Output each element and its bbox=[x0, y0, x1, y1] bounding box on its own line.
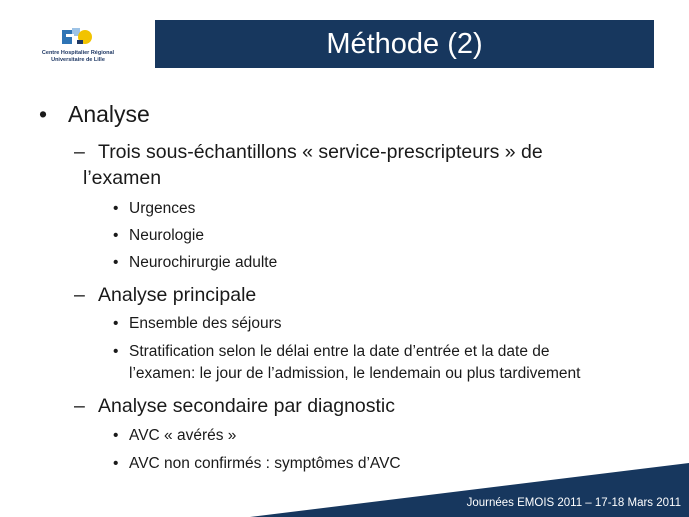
bullet-text: Analyse secondaire par diagnostic bbox=[98, 395, 396, 417]
bullet-text: Stratification selon le délai entre la date d’entrée et la date de bbox=[129, 343, 550, 360]
logo-line-1: Centre Hospitalier Régional bbox=[41, 50, 115, 56]
bullet-dot-icon: • bbox=[39, 101, 48, 127]
bullet-continuation: l’examen bbox=[83, 167, 162, 189]
bullet-text: AVC « avérés » bbox=[129, 427, 237, 444]
footer-text: Journées EMOIS 2011 – 17-18 Mars 2011 bbox=[466, 497, 681, 509]
bullet-text: Analyse principale bbox=[98, 284, 257, 306]
bullet-dash-icon: – bbox=[74, 284, 85, 306]
bullet-dot-icon: • bbox=[113, 315, 119, 332]
bullet-text: Urgences bbox=[129, 200, 196, 217]
bullet-dot-icon: • bbox=[113, 427, 119, 444]
bullet-text: Neurochirurgie adulte bbox=[129, 254, 278, 271]
logo-line-2: Universitaire de Lille bbox=[51, 57, 105, 63]
slide-title: Méthode (2) bbox=[155, 20, 654, 68]
bullet-dot-icon: • bbox=[113, 227, 119, 244]
bullet-continuation: l’examen: le jour de l’admission, le lendemain ou plus tardivement bbox=[129, 365, 581, 382]
bullet-dash-icon: – bbox=[74, 141, 85, 163]
bullet-text: Analyse bbox=[68, 101, 150, 127]
bullet-dot-icon: • bbox=[113, 200, 119, 217]
bullet-text: Neurologie bbox=[129, 227, 204, 244]
bullet-text: Ensemble des séjours bbox=[129, 315, 282, 332]
bullet-text: AVC non confirmés : symptômes d’AVC bbox=[129, 455, 401, 472]
bullet-dot-icon: • bbox=[113, 254, 119, 271]
bullet-dot-icon: • bbox=[113, 343, 119, 360]
bullet-dash-icon: – bbox=[74, 395, 85, 417]
bullet-dot-icon: • bbox=[113, 455, 119, 472]
bullet-text: Trois sous-échantillons « service-prescripteurs » de bbox=[98, 141, 543, 163]
